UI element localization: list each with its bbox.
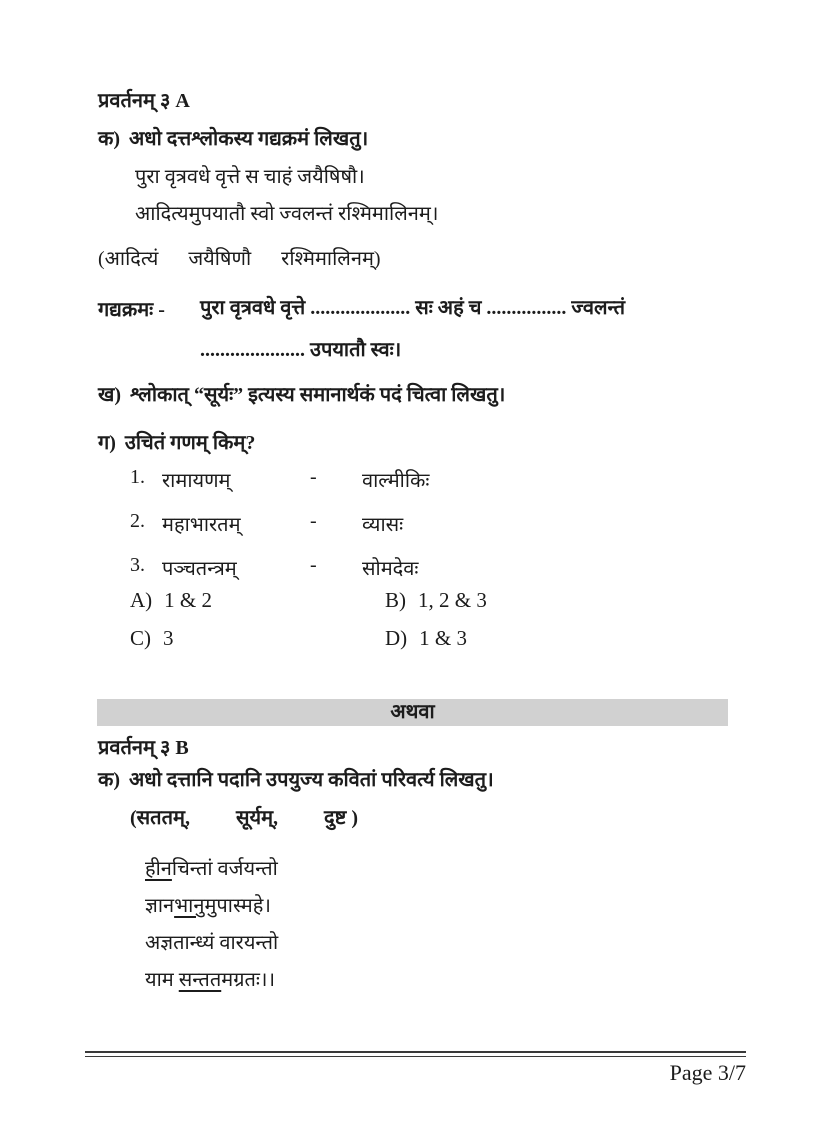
shloka-line-2: आदित्यमुपयातौ स्वो ज्वलन्तं रश्मिमालिनम्। <box>135 203 439 225</box>
option-value: 1 & 2 <box>164 588 213 612</box>
pair-author: व्यासः <box>362 514 404 536</box>
page-number: Page 3/7 <box>669 1060 746 1085</box>
poem-block <box>145 851 278 999</box>
poem-underlined-word: भानु <box>174 895 205 917</box>
section-a-question-ga <box>98 428 255 455</box>
matching-pairs-list <box>130 466 429 581</box>
answer-line-1: पुरा वृत्रवधे वृत्ते .................... सः अहं च ................ ज्वलन्तं <box>200 297 626 319</box>
word-bank-word: सूर्यम्, <box>235 807 279 829</box>
question-text: श्लोकात् “सूर्यः” इत्यस्य समानार्थकं पदं चित्वा लिखतु। <box>130 384 506 406</box>
word-bank-word: (आदित्यं <box>98 248 159 270</box>
gadyakrama-label: गद्यक्रमः - <box>98 299 165 321</box>
answer-line-2: ..................... उपयातौ स्वः। <box>200 339 402 361</box>
pair-number: 2. <box>130 510 145 532</box>
poem-underlined-word: सन्तत <box>178 969 222 991</box>
poem-line <box>145 851 278 888</box>
poem-line <box>145 962 278 999</box>
section-a-question-ka <box>98 124 368 151</box>
section-a-question-kha <box>98 380 505 407</box>
footer-rule <box>85 1051 746 1057</box>
poem-text: मुपास्महे। <box>204 895 271 917</box>
pair-work: रामायणम् <box>162 470 231 492</box>
word-bank-word: जयैषिणौ <box>188 248 252 270</box>
pair-work: महाभारतम् <box>162 514 241 536</box>
option-value: 1 & 3 <box>419 626 468 650</box>
option-label: C) <box>130 626 151 650</box>
question-label: ख) <box>98 384 122 406</box>
option-label: A) <box>130 588 153 612</box>
poem-line <box>145 888 278 925</box>
pair-dash: - <box>310 466 317 488</box>
option-value: 1, 2 & 3 <box>418 588 487 612</box>
question-text: उचितं गणम् किम्? <box>124 432 256 454</box>
option-c <box>130 626 385 651</box>
mcq-options <box>130 588 487 651</box>
question-text: अधो दत्तानि पदानि उपयुज्य कवितां परिवर्त्य लिखतु। <box>129 769 494 791</box>
word-bank-word: दुष्ट ) <box>324 807 359 829</box>
pair-number: 3. <box>130 554 145 576</box>
poem-underlined-word: हीन <box>145 858 172 880</box>
poem-text: चिन्तां वर्जयन्तो <box>171 858 278 880</box>
word-bank-a <box>98 244 381 271</box>
gadyakrama-answer <box>200 287 625 371</box>
question-label: क) <box>98 769 121 791</box>
pair-dash: - <box>310 554 317 576</box>
word-bank-word: (सततम्, <box>130 807 190 829</box>
poem-text: याम <box>145 969 179 991</box>
shloka-line-1: पुरा वृत्रवधे वृत्ते स चाहं जयैषिषौ। <box>135 166 365 188</box>
pair-work: पञ्चतन्त्रम् <box>162 558 237 580</box>
word-bank-word: रश्मिमालिनम्) <box>281 248 381 270</box>
question-text: अधो दत्तश्लोकस्य गद्यक्रमं लिखतु। <box>129 128 369 150</box>
poem-text: मग्रतः।। <box>221 969 276 991</box>
option-label: B) <box>385 588 406 612</box>
poem-text: अज्ञतान्ध्यं वारयन्तो <box>145 932 279 954</box>
poem-text: ज्ञान <box>145 895 175 917</box>
option-d <box>385 626 487 651</box>
word-bank-b <box>130 803 358 830</box>
section-b-question-ka <box>98 765 494 792</box>
section-a-heading: प्रवर्तनम् ३ A <box>98 90 190 112</box>
option-value: 3 <box>163 626 174 650</box>
option-label: D) <box>385 626 408 650</box>
poem-line <box>145 925 278 962</box>
question-label: ग) <box>98 432 116 454</box>
option-a <box>130 588 385 613</box>
pair-dash: - <box>310 510 317 532</box>
pair-number: 1. <box>130 466 145 488</box>
question-label: क) <box>98 128 121 150</box>
pair-author: वाल्मीकिः <box>362 470 430 492</box>
pair-author: सोमदेवः <box>362 558 419 580</box>
section-b-heading: प्रवर्तनम् ३ B <box>98 737 189 759</box>
or-divider: अथवा <box>97 699 728 726</box>
option-b <box>385 588 487 613</box>
